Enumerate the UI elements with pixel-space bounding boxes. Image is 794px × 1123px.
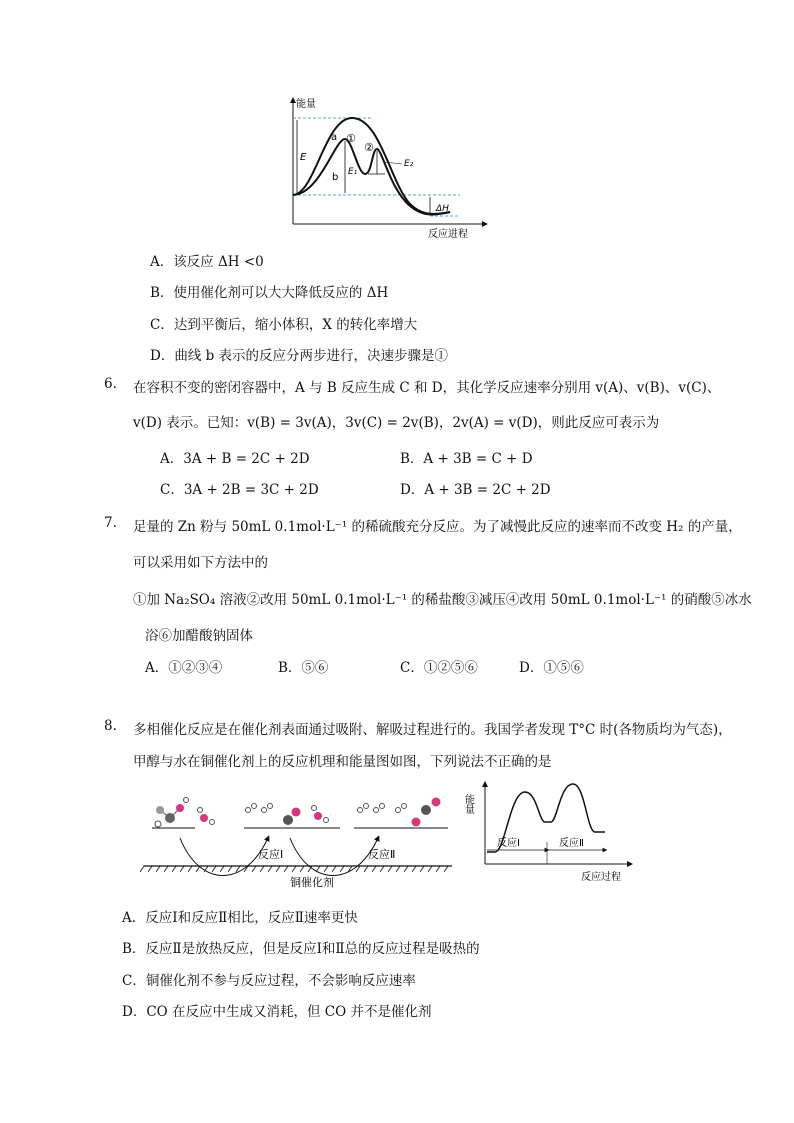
q7-option-b: B．⑤⑥ — [278, 660, 329, 676]
label-dH: ΔH — [436, 204, 449, 214]
label-E1: E₁ — [348, 167, 358, 177]
reaction2-label: 反应Ⅱ — [368, 848, 396, 861]
label-b: b — [332, 172, 339, 183]
label-a: a — [331, 132, 338, 143]
reaction1-label: 反应Ⅰ — [258, 848, 284, 861]
q6-line2: v(D) 表示。已知：v(B) = 3v(A)，3v(C) = 2v(B)，2v(A) = v(D)，则此反应可表示为 — [133, 415, 660, 431]
q7-line4: 浴⑥加醋酸钠固体 — [145, 628, 253, 644]
q8-line2: 甲醇与水在铜催化剂上的反应机理和能量图如图，下列说法不正确的是 — [133, 754, 552, 770]
x-axis-label-2: 反应过程 — [581, 872, 621, 883]
q6-number: 6. — [104, 376, 117, 392]
q6-option-d: D．A + 3B = 2C + 2D — [400, 482, 551, 498]
y-axis-label-2: 能量 — [462, 794, 474, 814]
q7-number: 7. — [104, 515, 117, 531]
label-c2: ② — [364, 141, 374, 154]
q7-option-d: D．①⑤⑥ — [519, 660, 584, 676]
q5-option-c: C．达到平衡后，缩小体积，X 的转化率增大 — [150, 317, 418, 333]
q5-option-b: B．使用催化剂可以大大降低反应的 ΔH — [150, 285, 389, 301]
q5-option-d: D．曲线 b 表示的反应分两步进行，决速步骤是① — [150, 348, 449, 364]
label-E: E — [300, 152, 307, 163]
x-axis-label: 反应进程 — [428, 229, 468, 240]
q7-option-c: C．①②⑤⑥ — [400, 660, 478, 676]
energy-diagram-1 — [280, 94, 490, 242]
catalyst-label: 铜催化剂 — [290, 876, 334, 889]
label-E2: E₂ — [404, 159, 414, 169]
q6-line1: 在容积不变的密闭容器中，A 与 B 反应生成 C 和 D，其化学反应速率分别用 v(A)、v(B)、v(C)、 — [133, 380, 721, 396]
q6-option-b: B．A + 3B = C + D — [400, 451, 533, 467]
q5-option-a: A．该反应 ΔH <0 — [150, 254, 264, 270]
q8-option-d: D．CO 在反应中生成又消耗，但 CO 并不是催化剂 — [122, 1004, 432, 1020]
q8-option-b: B．反应Ⅱ是放热反应，但是反应Ⅰ和Ⅱ总的反应过程是吸热的 — [122, 941, 480, 957]
q6-option-c: C．3A + 2B = 3C + 2D — [160, 482, 319, 498]
label-c1: ① — [346, 132, 356, 145]
q8-option-c: C．铜催化剂不参与反应过程，不会影响反应速率 — [122, 973, 416, 989]
mechanism-diagram — [140, 780, 460, 890]
q8-option-a: A．反应Ⅰ和反应Ⅱ相比，反应Ⅱ速率更快 — [122, 910, 358, 926]
seg1-label: 反应Ⅰ — [497, 838, 520, 849]
q7-line1: 足量的 Zn 粉与 50mL 0.1mol·L⁻¹ 的稀硫酸充分反应。为了减慢此反应的速率而不改变 H₂ 的产量， — [133, 519, 742, 535]
y-axis-label: 能量 — [296, 99, 316, 110]
q7-option-a: A．①②③④ — [145, 660, 223, 676]
q7-line2: 可以采用如下方法中的 — [133, 555, 268, 571]
q7-line3: ①加 Na₂SO₄ 溶液②改用 50mL 0.1mol·L⁻¹ 的稀盐酸③减压④改用 50mL 0.1mol·L⁻¹ 的硝酸⑤冰水 — [133, 592, 752, 608]
q8-number: 8. — [104, 718, 117, 734]
q8-line1: 多相催化反应是在催化剂表面通过吸附、解吸过程进行的。我国学者发现 T°C 时(各物质均为气态)， — [133, 722, 732, 738]
seg2-label: 反应Ⅱ — [559, 838, 584, 849]
energy-diagram-2 — [462, 780, 640, 888]
q6-option-a: A．3A + B = 2C + 2D — [160, 451, 310, 467]
